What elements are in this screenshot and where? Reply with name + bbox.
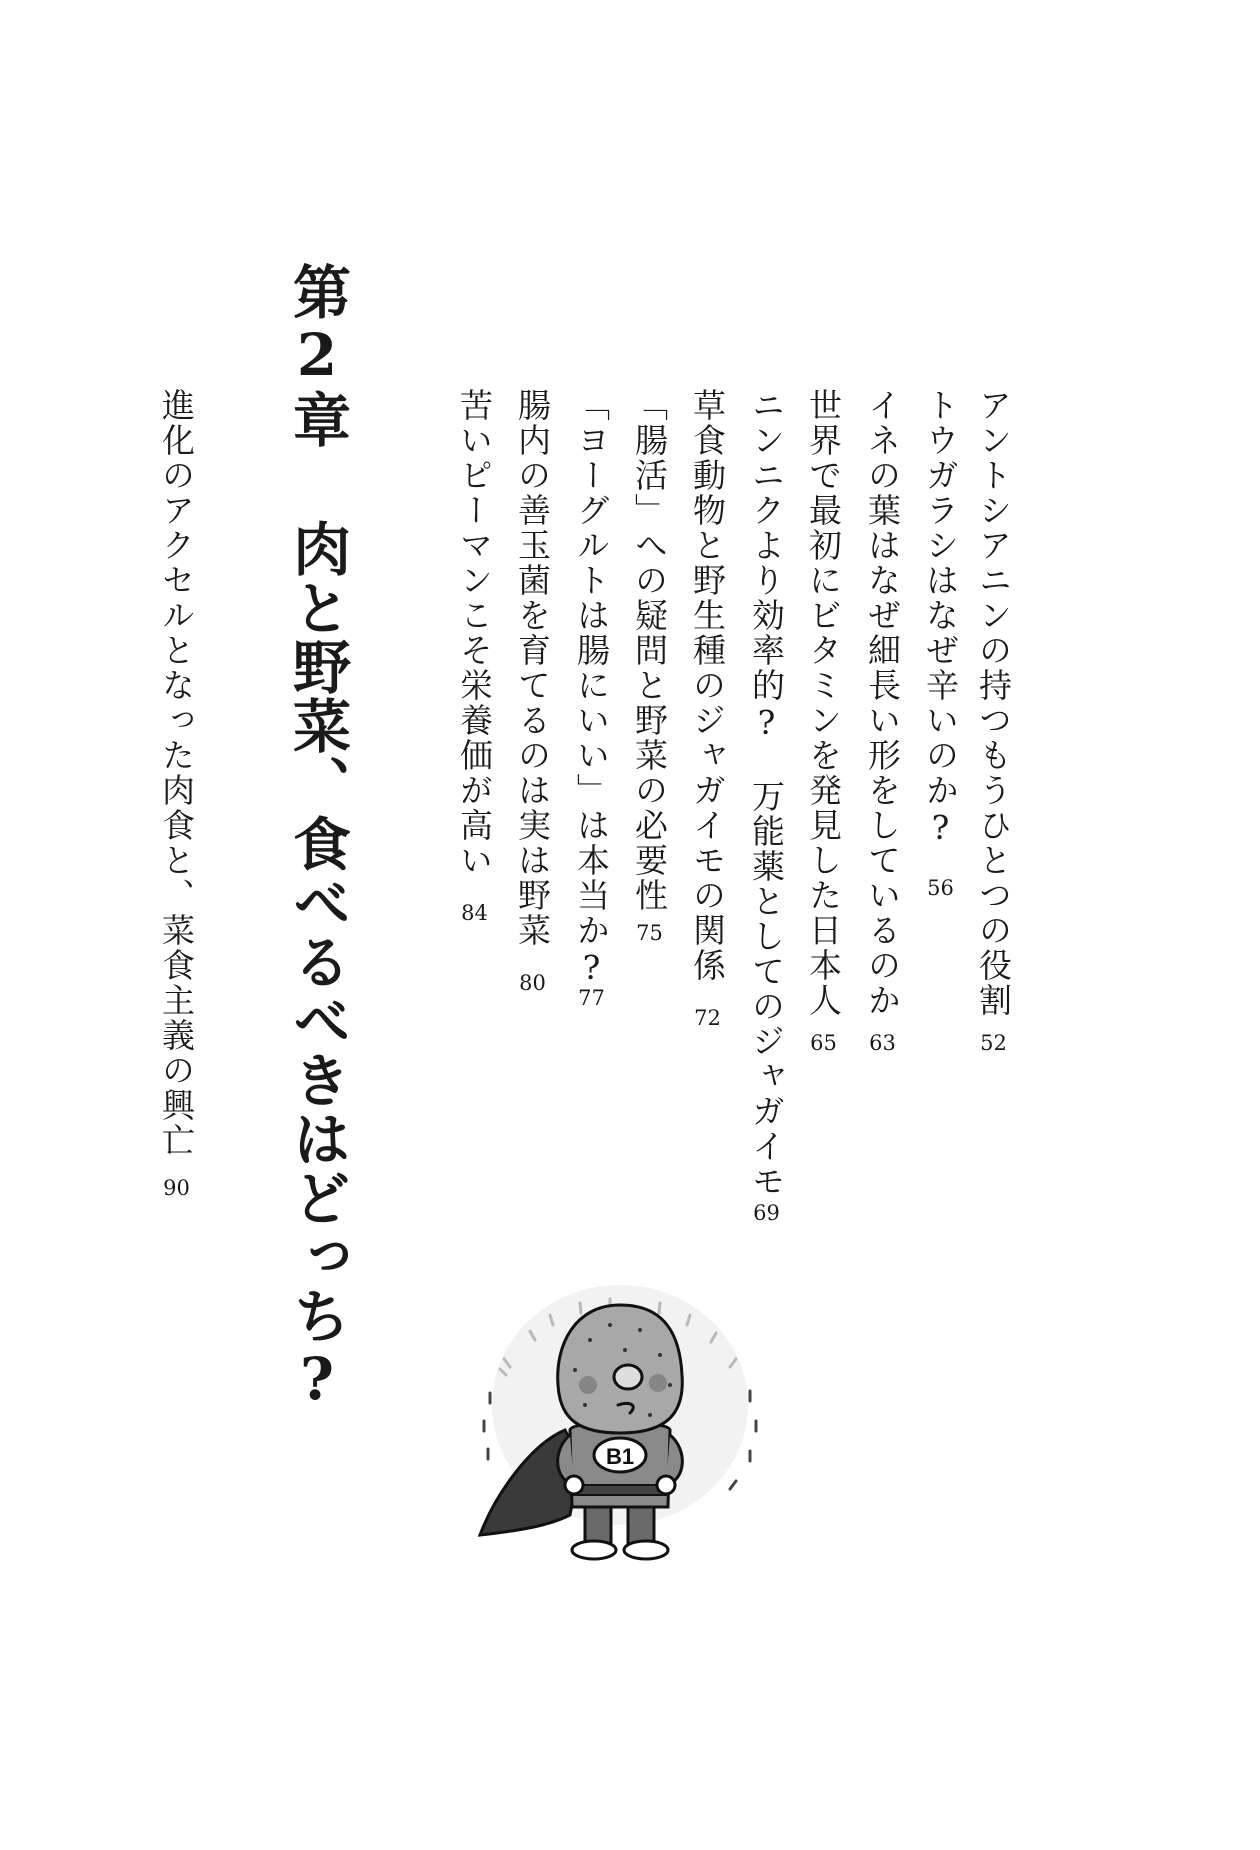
toc-entry-title: 苦いピーマンこそ栄養価が高い <box>455 388 494 878</box>
toc-entry-page: 77 <box>578 986 605 1010</box>
toc-entry-page: 69 <box>753 1201 780 1225</box>
toc-entry-title: 「ヨーグルトは腸にいい」は本当か? <box>572 388 611 989</box>
toc-entry-page: 52 <box>980 1031 1007 1055</box>
toc-entry-page: 72 <box>694 1006 721 1030</box>
badge-text: B1 <box>605 1444 635 1469</box>
toc-entry-10[interactable] <box>455 388 494 925</box>
toc-entry-title: 腸内の善玉菌を育てるのは実は野菜 <box>513 388 552 948</box>
chapter-title-part1: 肉と野菜、 <box>283 519 351 814</box>
toc-entry-title: 進化のアクセルとなった肉食と、菜食主義の興亡 <box>157 388 196 1158</box>
toc-entry-page: 56 <box>927 876 954 900</box>
toc-entry-title: ニンニクより効率的? 万能薬としてのジャガイモ <box>747 388 786 1199</box>
toc-entry-title: 草食動物と野生種のジャガイモの関係 <box>688 388 727 983</box>
toc-entry-9[interactable] <box>513 388 552 995</box>
toc-entry-page: 90 <box>163 1176 190 1200</box>
chapter-number: 第2章 <box>283 262 351 449</box>
toc-entry-11[interactable] <box>157 388 196 1200</box>
toc-entry-page: 80 <box>519 971 546 995</box>
toc-entry-6[interactable] <box>688 388 727 1030</box>
toc-entry-5[interactable] <box>747 388 786 1225</box>
toc-entry-2[interactable] <box>921 388 960 900</box>
toc-entry-title: トウガラシはなぜ辛いのか? <box>921 388 960 849</box>
toc-entry-4[interactable] <box>804 388 843 1055</box>
potato-hero-illustration <box>470 1245 770 1565</box>
toc-entry-7[interactable] <box>630 388 669 945</box>
toc-entry-title: 「腸活」への疑問と野菜の必要性 <box>630 388 669 913</box>
toc-entry-1[interactable] <box>974 388 1013 1055</box>
toc-entry-title: 世界で最初にビタミンを発見した日本人 <box>804 388 843 1018</box>
toc-entry-title: イネの葉はなぜ細長い形をしているのか <box>863 388 902 1018</box>
toc-entry-page: 63 <box>869 1031 896 1055</box>
toc-entry-3[interactable] <box>863 388 902 1055</box>
toc-entry-page: 65 <box>810 1031 837 1055</box>
chapter-title-part2: 食べるべきはどっち? <box>283 814 351 1414</box>
toc-entry-page: 84 <box>461 901 488 925</box>
toc-entry-title: アントシアニンの持つもうひとつの役割 <box>974 388 1013 1018</box>
toc-entry-page: 75 <box>636 921 663 945</box>
toc-entry-8[interactable] <box>572 388 611 1010</box>
chapter-heading <box>283 262 351 1414</box>
